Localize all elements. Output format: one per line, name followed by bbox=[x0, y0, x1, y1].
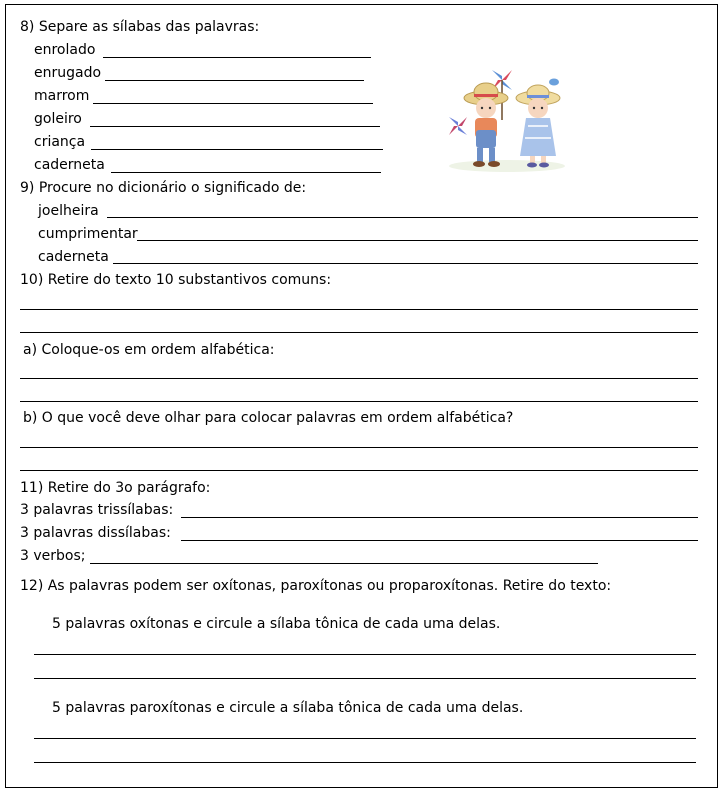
q8-word-caderneta: caderneta bbox=[34, 157, 105, 173]
q11-title: 11) Retire do 3o parágrafo: bbox=[20, 480, 211, 496]
q9-word-caderneta: caderneta bbox=[38, 249, 109, 265]
q10b-prompt: b) O que você deve olhar para colocar palavras em ordem alfabética? bbox=[23, 410, 514, 426]
q8-word-marrom: marrom bbox=[34, 88, 90, 104]
q12-paroxitonas-prompt: 5 palavras paroxítonas e circule a sílaba tônica de cada uma delas. bbox=[52, 700, 524, 716]
q11-verbos-line[interactable] bbox=[90, 563, 598, 564]
q12-oxitonas-prompt: 5 palavras oxítonas e circule a sílaba tônica de cada uma delas. bbox=[52, 616, 501, 632]
q8-answer-line-6[interactable] bbox=[111, 172, 381, 173]
q11-dissilabas-label: 3 palavras dissílabas: bbox=[20, 525, 171, 541]
q10a-prompt: a) Coloque-os em ordem alfabética: bbox=[23, 342, 275, 358]
q8-answer-line-4[interactable] bbox=[90, 126, 380, 127]
q8-answer-line-1[interactable] bbox=[103, 57, 371, 58]
q9-answer-line-3[interactable] bbox=[113, 263, 698, 264]
children-with-pinwheels-illustration bbox=[442, 66, 572, 174]
q10a-answer-line-2[interactable] bbox=[20, 401, 698, 402]
q9-answer-line-1[interactable] bbox=[107, 217, 698, 218]
q9-title: 9) Procure no dicionário o significado de: bbox=[20, 180, 307, 196]
q11-verbos-label: 3 verbos; bbox=[20, 548, 86, 564]
q10b-answer-line-1[interactable] bbox=[20, 447, 698, 448]
q8-word-enrugado: enrugado bbox=[34, 65, 102, 81]
q11-trissilabas-line[interactable] bbox=[181, 517, 698, 518]
q11-trissilabas-label: 3 palavras trissílabas: bbox=[20, 502, 174, 518]
q8-answer-line-5[interactable] bbox=[91, 149, 383, 150]
q8-word-crianca: criança bbox=[34, 134, 86, 150]
q10-answer-line-1[interactable] bbox=[20, 309, 698, 310]
q9-word-joelheira: joelheira bbox=[38, 203, 99, 219]
q8-title: 8) Separe as sílabas das palavras: bbox=[20, 19, 260, 35]
q9-word-cumprimentar: cumprimentar bbox=[38, 226, 138, 242]
q9-answer-line-2[interactable] bbox=[137, 240, 698, 241]
q12-oxitonas-line-2[interactable] bbox=[34, 678, 696, 679]
q10a-answer-line-1[interactable] bbox=[20, 378, 698, 379]
q10b-answer-line-2[interactable] bbox=[20, 470, 698, 471]
q12-title: 12) As palavras podem ser oxítonas, paroxítonas ou proparoxítonas. Retire do texto: bbox=[20, 578, 612, 594]
q12-paroxitonas-line-2[interactable] bbox=[34, 762, 696, 763]
q8-word-goleiro: goleiro bbox=[34, 111, 82, 127]
q12-oxitonas-line-1[interactable] bbox=[34, 654, 696, 655]
q8-word-enrolado: enrolado bbox=[34, 42, 96, 58]
q12-paroxitonas-line-1[interactable] bbox=[34, 738, 696, 739]
q8-answer-line-3[interactable] bbox=[93, 103, 373, 104]
q8-answer-line-2[interactable] bbox=[105, 80, 364, 81]
page-frame bbox=[5, 4, 718, 788]
q10-title: 10) Retire do texto 10 substantivos comuns: bbox=[20, 272, 332, 288]
q11-dissilabas-line[interactable] bbox=[181, 540, 698, 541]
q10-answer-line-2[interactable] bbox=[20, 332, 698, 333]
